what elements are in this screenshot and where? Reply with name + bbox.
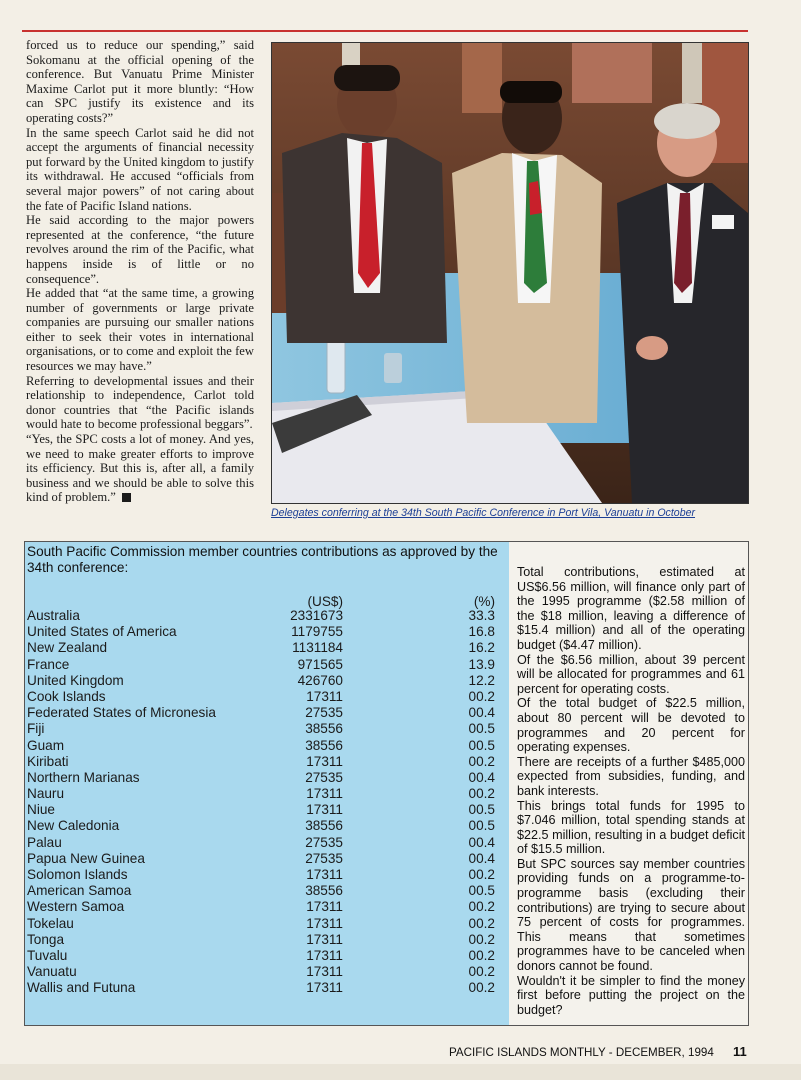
amount-cell: 27535 [305,834,343,850]
country-cell: Northern Marianas [27,769,140,785]
country-cell: Palau [27,834,62,850]
country-cell: Niue [27,802,55,818]
country-cell: New Zealand [27,640,108,656]
amount-cell: 17311 [306,753,343,769]
percent-cell: 00.2 [468,688,495,704]
budget-text [517,565,745,1017]
percent-cell: 00.2 [468,947,495,963]
page-number: 11 [733,1044,747,1059]
country-cell: Guam [27,737,65,753]
amount-cell: 38556 [305,883,343,899]
country-cell: United States of America [27,624,177,640]
amount-cell: 17311 [306,964,343,980]
country-cell: Tokelau [27,915,74,931]
table-row [25,673,509,689]
percent-cell: 00.2 [468,867,495,882]
percent-cell: 00.2 [468,786,495,802]
country-cell: Federated States of Micronesia [27,705,216,721]
amount-cell: 38556 [305,721,343,737]
budget-paragraph: Wouldn't it be simpler to find the money first before putting the project on the budget? [517,973,745,1017]
table-row [25,624,509,640]
table-row [25,980,509,996]
percent-cell: 16.2 [468,640,495,656]
percent-cell: 00.2 [468,915,495,931]
budget-paragraph: This brings total funds for 1995 to $7.046 million, total spending stands at $22.5 million, resulting in a budget deficit of $15.5 million. [517,798,745,857]
top-rule [22,30,748,32]
amount-cell: 971565 [297,656,343,672]
header-amount: (US$) [307,594,343,609]
amount-cell: 17311 [306,915,343,931]
table-row [25,689,509,705]
delegates-photo-illustration [272,43,748,503]
country-cell: New Caledonia [27,818,120,834]
table-row [25,964,509,980]
percent-cell: 00.5 [468,883,495,899]
country-cell: France [27,656,70,672]
budget-paragraph: Total contributions, estimated at US$6.56 million, will finance only part of the 1995 programme ($2.58 million of the $18 million, leaving a difference of $15.4 million) and all of the operating budget ($4.47 million). [517,565,745,652]
article-paragraph-final [26,432,254,505]
amount-cell: 426760 [297,672,343,688]
table-row [25,948,509,964]
country-cell: Nauru [27,786,65,802]
percent-cell: 00.2 [468,899,495,915]
percent-cell: 33.3 [468,608,495,623]
amount-cell: 27535 [305,769,343,785]
percent-cell: 00.2 [468,964,495,980]
budget-paragraph: Of the $6.56 million, about 39 percent will be allocated for programmes and 61 percent for operating costs. [517,652,745,696]
publication-footer: PACIFIC ISLANDS MONTHLY - DECEMBER, 1994 [449,1046,714,1059]
table-row [25,932,509,948]
delegates-photo [271,42,749,504]
budget-paragraph: But SPC sources say member countries providing funds on a programme-to-programme basis (excluding their contributions) are trying to secure about 75 percent of costs for programmes. This means that sometimes programmes have to be canceled when donors cannot be found. [517,856,745,974]
amount-cell: 17311 [306,802,343,818]
amount-cell: 1179755 [291,624,343,640]
bottom-margin-strip [0,1064,801,1080]
amount-cell: 1131184 [292,640,343,656]
table-row [25,818,509,834]
country-cell: Fiji [27,721,45,737]
amount-cell: 2331673 [290,608,343,623]
percent-cell: 00.4 [468,769,495,785]
amount-cell: 17311 [306,947,343,963]
table-row [25,640,509,656]
article-paragraph: In the same speech Carlot said he did not accept the arguments of financial necessity put forward by the United kingdom to justify its withdrawal. He accused “officials from several major powers” of not caring about the fate of Pacific Island nations. [26,125,254,213]
country-cell: Kiribati [27,753,69,769]
budget-paragraph: Of the total budget of $22.5 million, about 80 percent will be devoted to programmes and 20 percent for operating expenses. [517,696,745,755]
table-row [25,883,509,899]
amount-cell: 17311 [306,786,343,802]
country-cell: Vanuatu [27,964,77,980]
country-cell: Solomon Islands [27,867,128,882]
end-mark-icon [122,493,131,502]
amount-cell: 17311 [306,867,343,882]
table-row [25,916,509,932]
article-column [26,38,254,505]
table-row [25,657,509,673]
percent-cell: 12.2 [468,672,495,688]
budget-paragraph: There are receipts of a further $485,000 expected from subsidies, funding, and bank interests. [517,754,745,798]
amount-cell: 38556 [305,737,343,753]
amount-cell: 17311 [306,688,343,704]
table-row [25,705,509,721]
country-cell: American Samoa [27,883,132,899]
table-row [25,867,509,883]
article-paragraph: He said according to the major powers represented at the conference, “the future revolves around the rim of the Pacific, what happens inside is of little or no consequence”. [26,213,254,286]
amount-cell: 17311 [306,899,343,915]
percent-cell: 00.5 [468,818,495,834]
table-row [25,851,509,867]
percent-cell: 00.2 [468,753,495,769]
percent-cell: 13.9 [468,656,495,672]
table-row [25,608,509,624]
percent-cell: 00.2 [468,980,495,996]
table-row [25,899,509,915]
country-cell: United Kingdom [27,672,124,688]
photo-caption: Delegates conferring at the 34th South Pacific Conference in Port Vila, Vanuatu in October [271,507,696,519]
amount-cell: 17311 [306,980,343,996]
country-cell: Tonga [27,931,65,947]
percent-cell: 00.4 [468,834,495,850]
percent-cell: 00.5 [468,721,495,737]
article-paragraph: He added that “at the same time, a growing number of governments or large private companies are pursuing our smaller nations either to seek their votes in international organisations, or to come and exploit the few resources we may have.” [26,286,254,374]
percent-cell: 00.4 [468,705,495,721]
contributions-table [25,608,509,997]
percent-cell: 00.5 [468,737,495,753]
article-paragraph: forced us to reduce our spending,” said Sokomanu at the official opening of the conference. But Vanuatu Prime Minister Maxime Carlot put it more bluntly: “How can SPC justify its existence and its operating costs?” [26,38,254,125]
article-paragraph: Referring to developmental issues and their relationship to independence, Carlot told donor countries that “the Pacific islands would hate to become professional beggars”. [26,373,254,432]
country-cell: Australia [27,608,80,623]
country-cell: Cook Islands [27,688,106,704]
amount-cell: 38556 [305,818,343,834]
contributions-box [24,541,749,1026]
amount-cell: 17311 [306,931,343,947]
amount-cell: 27535 [305,705,343,721]
table-row [25,802,509,818]
header-percent: (%) [473,594,495,609]
table-row [25,786,509,802]
amount-cell: 27535 [305,850,343,866]
country-cell: Tuvalu [27,947,68,963]
percent-cell: 16.8 [468,624,495,640]
country-cell: Wallis and Futuna [27,980,136,996]
country-cell: Western Samoa [27,899,125,915]
article-paragraph-text: “Yes, the SPC costs a lot of money. And yes, we need to make greater efforts to improve its efficiency. But this is, after all, a family business and we should be able to solve this kind of problem.” [26,432,254,505]
table-row [25,738,509,754]
percent-cell: 00.4 [468,850,495,866]
table-row [25,770,509,786]
country-cell: Papua New Guinea [27,850,145,866]
table-row [25,835,509,851]
percent-cell: 00.2 [468,931,495,947]
table-row [25,754,509,770]
contributions-title: South Pacific Commission member countries contributions as approved by the 34th conference: [27,544,498,575]
percent-cell: 00.5 [468,802,495,818]
table-row [25,721,509,737]
